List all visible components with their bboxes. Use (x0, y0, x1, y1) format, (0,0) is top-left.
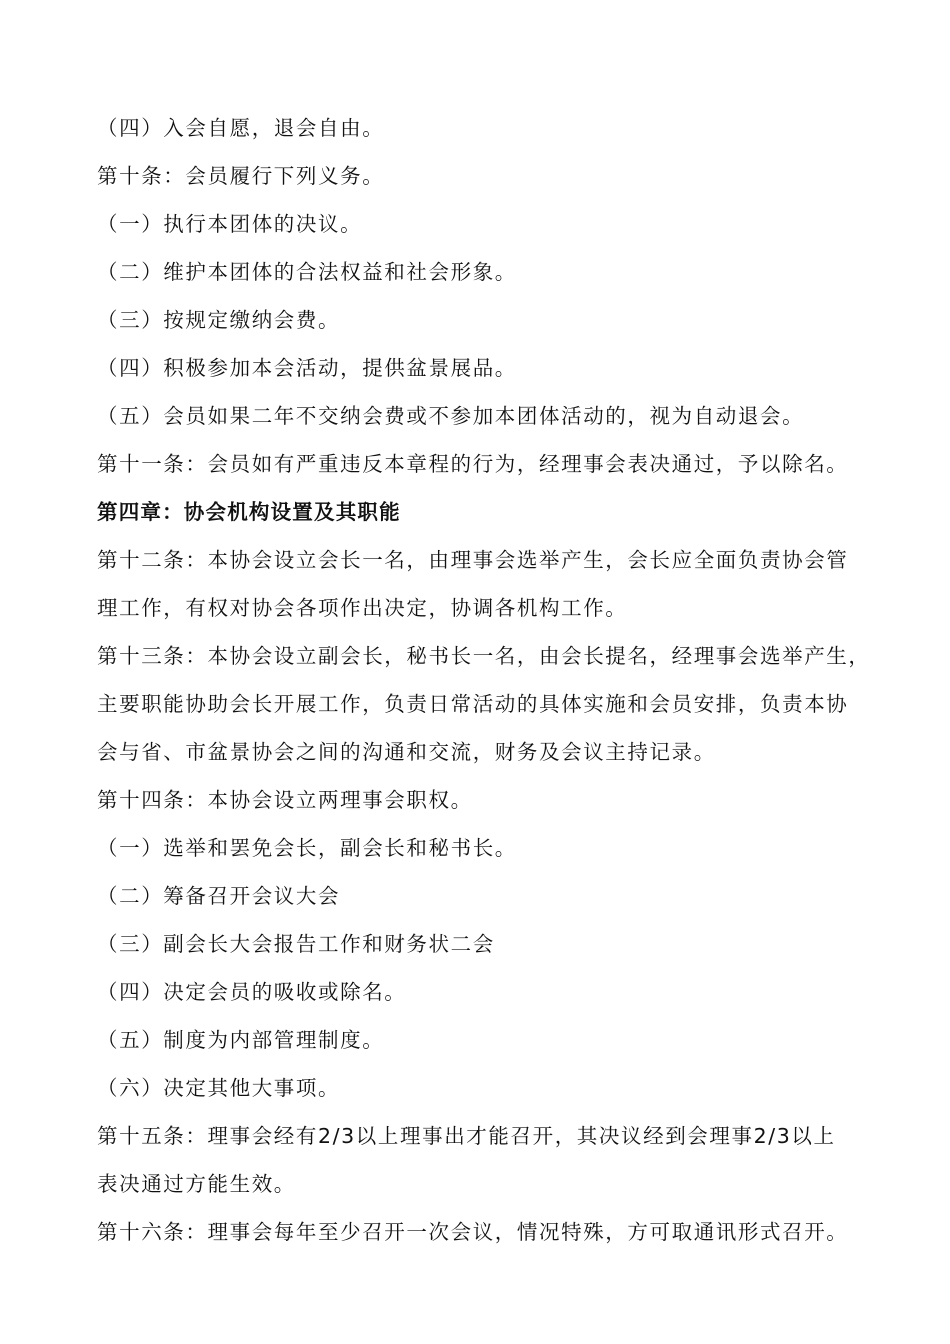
text-line: 第十四条：本协会设立两理事会职权。 (97, 788, 473, 812)
text-line: 第十条：会员履行下列义务。 (97, 164, 385, 188)
text-line: （一）执行本团体的决议。 (97, 212, 363, 236)
text-line: 第十三条：本协会设立副会长，秘书长一名，由会长提名，经理事会选举产生， (97, 644, 871, 668)
text-line: （四）积极参加本会活动，提供盆景展品。 (97, 356, 517, 380)
text-line: 主要职能协助会长开展工作，负责日常活动的具体实施和会员安排，负责本协 (97, 692, 849, 716)
text-line: （二）维护本团体的合法权益和社会形象。 (97, 260, 517, 284)
text-line: （六）决定其他大事项。 (97, 1076, 341, 1100)
text-line: （四）入会自愿，退会自由。 (97, 116, 385, 140)
text-line: 会与省、市盆景协会之间的沟通和交流，财务及会议主持记录。 (97, 740, 716, 764)
text-line: （一）选举和罢免会长，副会长和秘书长。 (97, 836, 517, 860)
chapter-heading: 第四章：协会机构设置及其职能 (97, 500, 401, 524)
text-line: （五）会员如果二年不交纳会费或不参加本团体活动的，视为自动退会。 (97, 404, 805, 428)
text-line: 第十一条：会员如有严重违反本章程的行为，经理事会表决通过，予以除名。 (97, 452, 849, 476)
text-line: （三）按规定缴纳会费。 (97, 308, 341, 332)
text-line: （二）筹备召开会议大会 (97, 884, 341, 908)
text-line: 理工作，有权对协会各项作出决定，协调各机构工作。 (97, 596, 628, 620)
text-line: （四）决定会员的吸收或除名。 (97, 980, 407, 1004)
text-line: （五）制度为内部管理制度。 (97, 1028, 385, 1052)
text-line: 第十五条：理事会经有2/3以上理事出才能召开，其决议经到会理事2/3以上 (97, 1124, 836, 1148)
text-line: 第十二条：本协会设立会长一名，由理事会选举产生，会长应全面负责协会管 (97, 548, 849, 572)
text-line: 第十六条：理事会每年至少召开一次会议，情况特殊，方可取通讯形式召开。 (97, 1220, 849, 1244)
text-line: 表决通过方能生效。 (97, 1172, 296, 1196)
text-line: （三）副会长大会报告工作和财务状二会 (97, 932, 495, 956)
